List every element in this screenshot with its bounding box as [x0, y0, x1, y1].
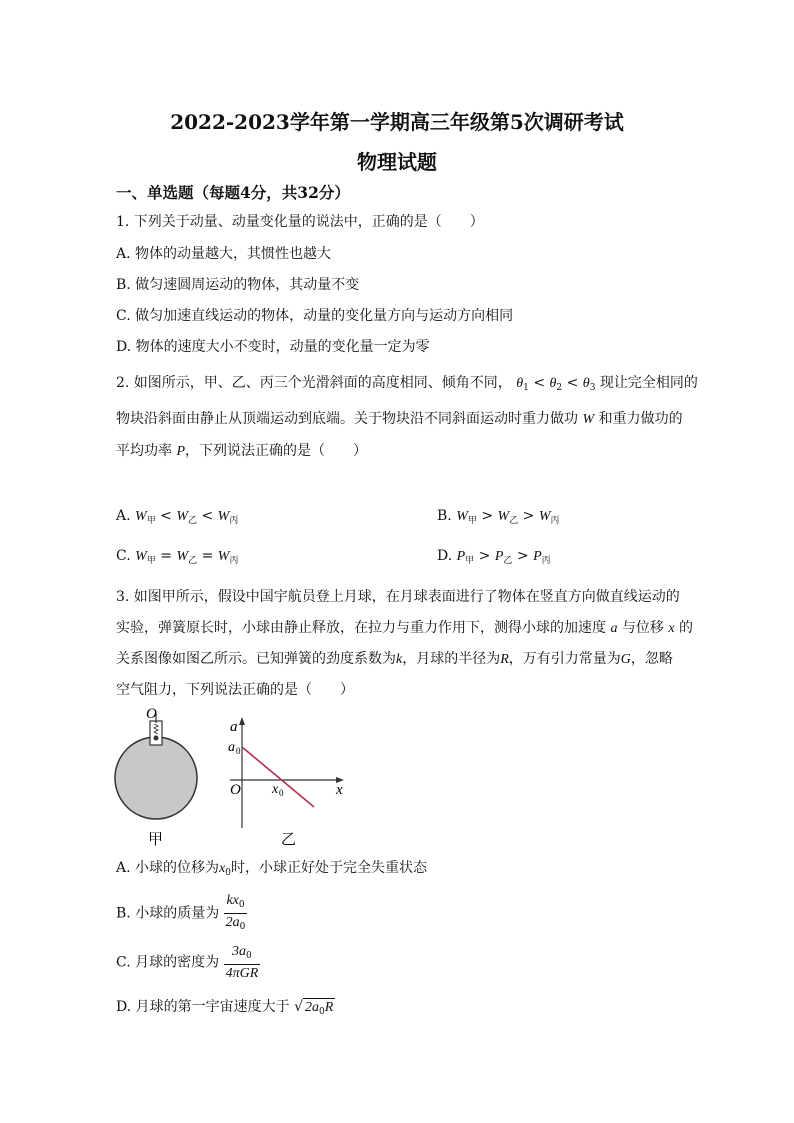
figure-yi-label: 乙 [281, 832, 297, 848]
q3-line-1: 3. 如图甲所示，假设中国宇航员登上月球，在月球表面进行了物体在竖直方向做直线运动的 [116, 589, 680, 605]
q3-line-3: 关系图像如图乙所示。已知弹簧的劲度系数为k，月球的半径为R，万有引力常量为G，忽略 [116, 651, 673, 667]
q3-line-2: 实验，弹簧原长时，小球由静止释放，在拉力与重力作用下，测得小球的加速度 a 与位移 x 的 [116, 620, 694, 636]
page-subtitle: 物理试题 [357, 150, 437, 174]
moon-circle [115, 737, 197, 819]
q2-theta-inequality: $\theta_1 < \theta_2 < \theta_3$ [516, 375, 596, 393]
page-title: 2022-2023学年第一学期高三年级第5次调研考试 [170, 110, 624, 134]
q3-line-4: 空气阻力，下列说法正确的是（ ） [116, 682, 354, 698]
q1-stem: 1. 下列关于动量、动量变化量的说法中，正确的是（ ） [116, 214, 484, 230]
a0-label: a [228, 740, 235, 755]
figure-jia-moon [108, 700, 208, 850]
x0-subscript: 0 [279, 788, 284, 798]
q3-option-c: C. 月球的密度为 $\frac{3a_0}{\text{4πGR}}$ [116, 944, 259, 981]
q2-option-b: B. $W_甲 > W_乙 > W_丙$ [437, 508, 560, 526]
graph-line [242, 747, 314, 807]
a-axis-arrow [239, 717, 245, 725]
sqrt-expression: √ $2a_0R$ [294, 999, 335, 1015]
figure-origin-label: O [146, 706, 157, 722]
figure-yi-graph [224, 714, 354, 854]
x-axis-label: x [336, 782, 343, 798]
x0-label: x [272, 782, 279, 797]
q1-option-d: D. 物体的速度大小不变时，动量的变化量一定为零 [116, 339, 430, 355]
q2-option-a: A. $W_甲 < W_乙 < W_丙$ [116, 508, 239, 526]
mass-fraction: $\frac{kx_0}{2a_0}$ [225, 893, 246, 932]
q2-option-d: D. $P_甲 > P_乙 > P_丙$ [437, 548, 551, 566]
q2-line-2: 物块沿斜面由静止从顶端运动到底端。关于物块沿不同斜面运动时重力做功 W 和重力做功的 [116, 411, 683, 427]
section-heading: 一、单选题（每题4分，共32分） [116, 183, 350, 202]
small-ball [154, 736, 159, 741]
q2-line-3: 平均功率 P，下列说法正确的是（ ） [116, 443, 368, 459]
q1-option-c: C. 做匀加速直线运动的物体，动量的变化量方向与运动方向相同 [116, 308, 514, 324]
q3-option-d: D. 月球的第一宇宙速度大于 √ $2a_0R$ [116, 996, 335, 1020]
q3-option-a: A. 小球的位移为$x_0$时，小球正好处于完全失重状态 [116, 860, 427, 878]
q1-option-a: A. 物体的动量越大，其惯性也越大 [116, 246, 332, 262]
q3-option-b: B. 小球的质量为 $\frac{kx_0}{2a_0}$ [116, 892, 247, 935]
figure-jia-label: 甲 [148, 832, 164, 848]
q1-option-b: B. 做匀速圆周运动的物体，其动量不变 [116, 277, 360, 293]
graph-origin-label: O [230, 782, 241, 798]
a0-subscript: 0 [236, 746, 241, 756]
density-fraction: $\frac{3a_0}{\text{4πGR}}$ [225, 944, 259, 981]
q2-line-1: 2. 如图所示，甲、乙、丙三个光滑斜面的高度相同、倾角不同， $\theta_1 < \theta_2 < \theta_3$ 现让完全相同的 [116, 375, 698, 393]
a-axis-label: a [230, 719, 238, 735]
q2-option-c: C. $W_甲 = W_乙 = W_丙$ [116, 548, 239, 566]
